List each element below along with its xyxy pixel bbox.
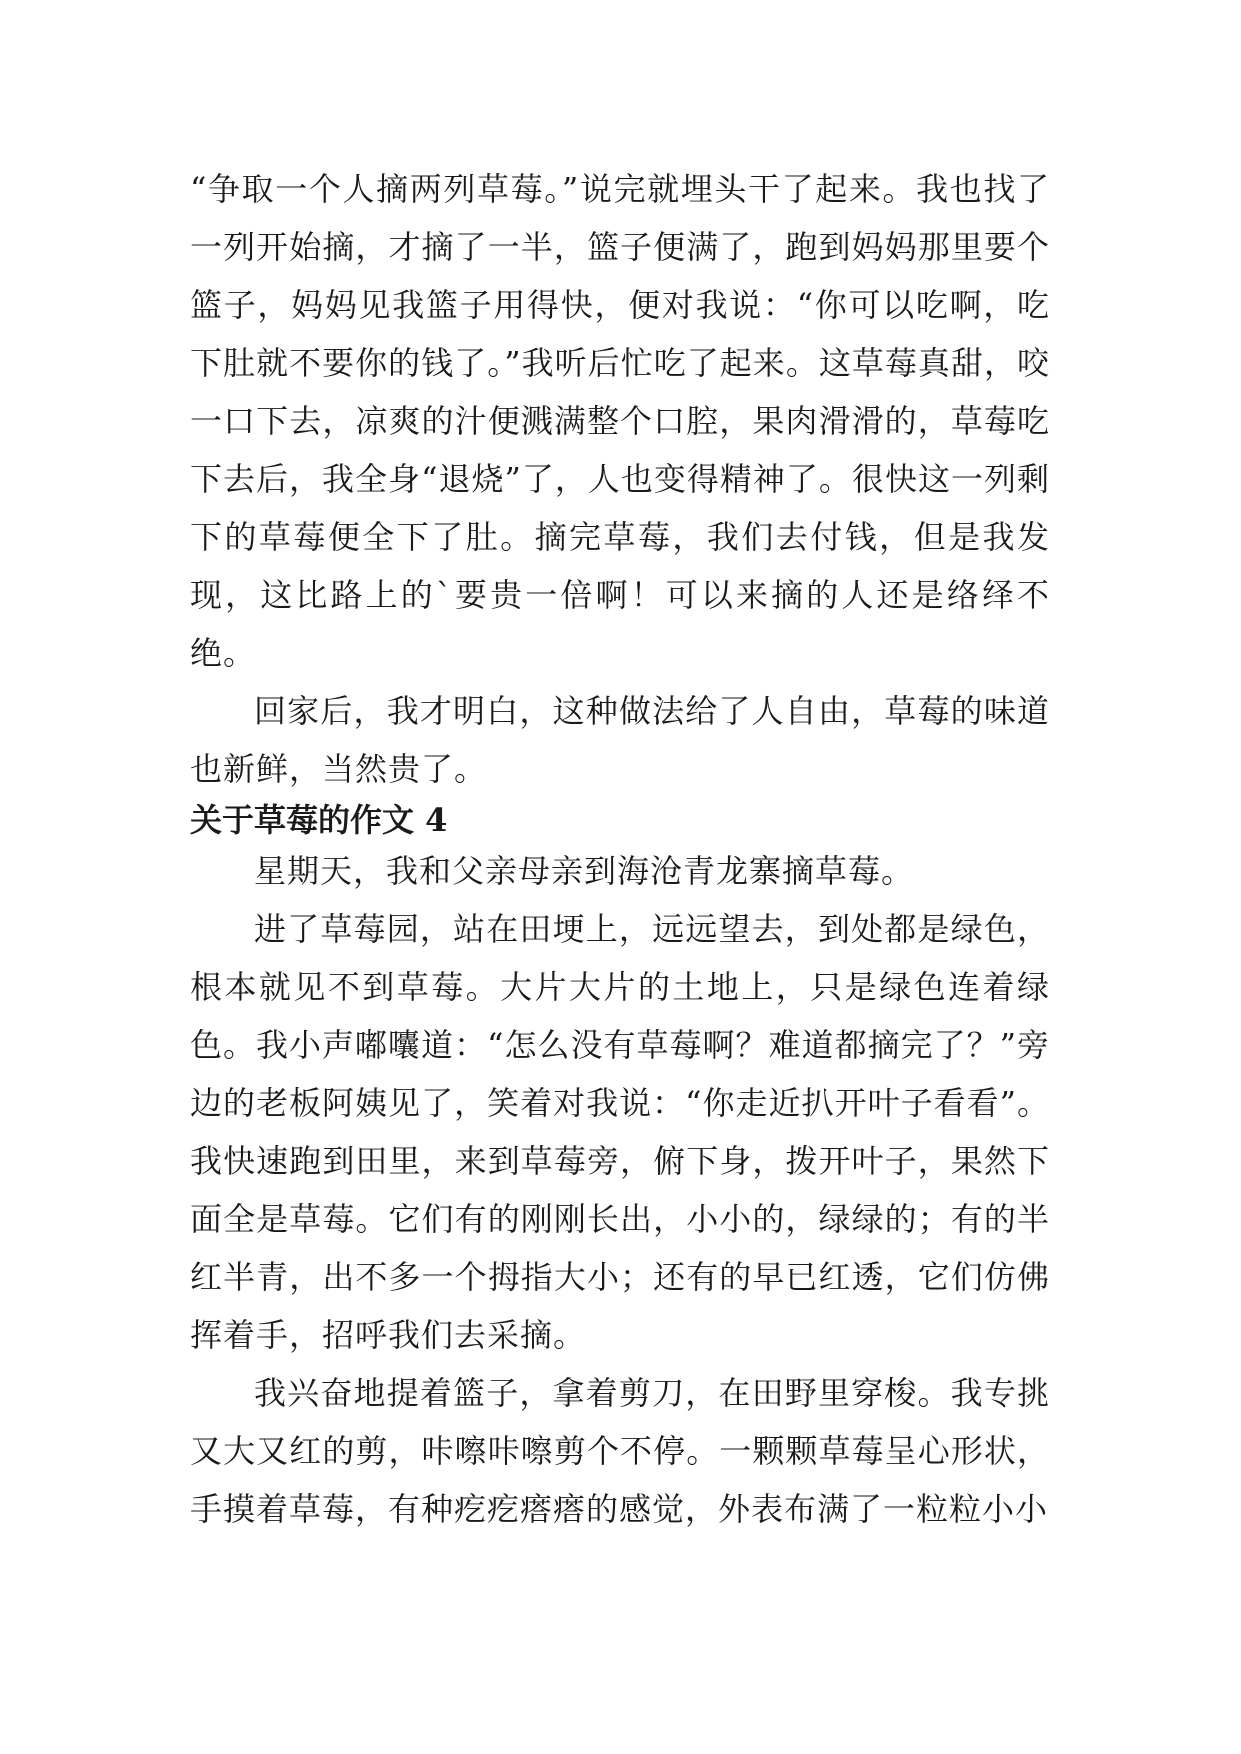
section-title: 关于草莓的作文 4 [190,801,448,839]
document-body [190,160,1050,1538]
paragraph-intro: 星期天，我和父亲母亲到海沧青龙寨摘草莓。 [254,852,915,890]
paragraph-garden: 进了草莓园，站在田埂上，远远望去，到处都是绿色，根本就见不到草莓。大片大片的土地上，只是绿色连着绿色。我小声嘟囔道：“怎么没有草莓啊？难道都摘完了？”旁边的老板阿姨见了，笑着对我说：“你走近扒开叶子看看”。我快速跑到田里，来到草莓旁，俯下身，拨开叶子，果然下面全是草莓。它们有的刚刚长出，小小的，绿绿的；有的半红半青，出不多一个拇指大小；还有的早已红透，它们仿佛挥着手，招呼我们去采摘。 [190,910,1050,1354]
paragraph-picking: 我兴奋地提着篮子，拿着剪刀，在田野里穿梭。我专挑又大又红的剪，咔嚓咔嚓剪个不停。一颗颗草莓呈心形状，手摸着草莓，有种疙疙瘩瘩的感觉，外表布满了一粒粒小小 [190,1374,1050,1528]
paragraph-continued: “争取一个人摘两列草莓。”说完就埋头干了起来。我也找了一列开始摘，才摘了一半，篮子便满了，跑到妈妈那里要个篮子，妈妈见我篮子用得快，便对我说：“你可以吃啊，吃下肚就不要你的钱了。”我听后忙吃了起来。这草莓真甜，咬一口下去，凉爽的汁便溅满整个口腔，果肉滑滑的，草莓吃下去后，我全身“退烧”了，人也变得精神了。很快这一列剩下的草莓便全下了肚。摘完草莓，我们去付钱，但是我发现，这比路上的`要贵一倍啊！可以来摘的人还是络绎不绝。 [190,170,1050,672]
paragraph-conclusion: 回家后，我才明白，这种做法给了人自由，草莓的味道也新鲜，当然贵了。 [190,692,1050,788]
